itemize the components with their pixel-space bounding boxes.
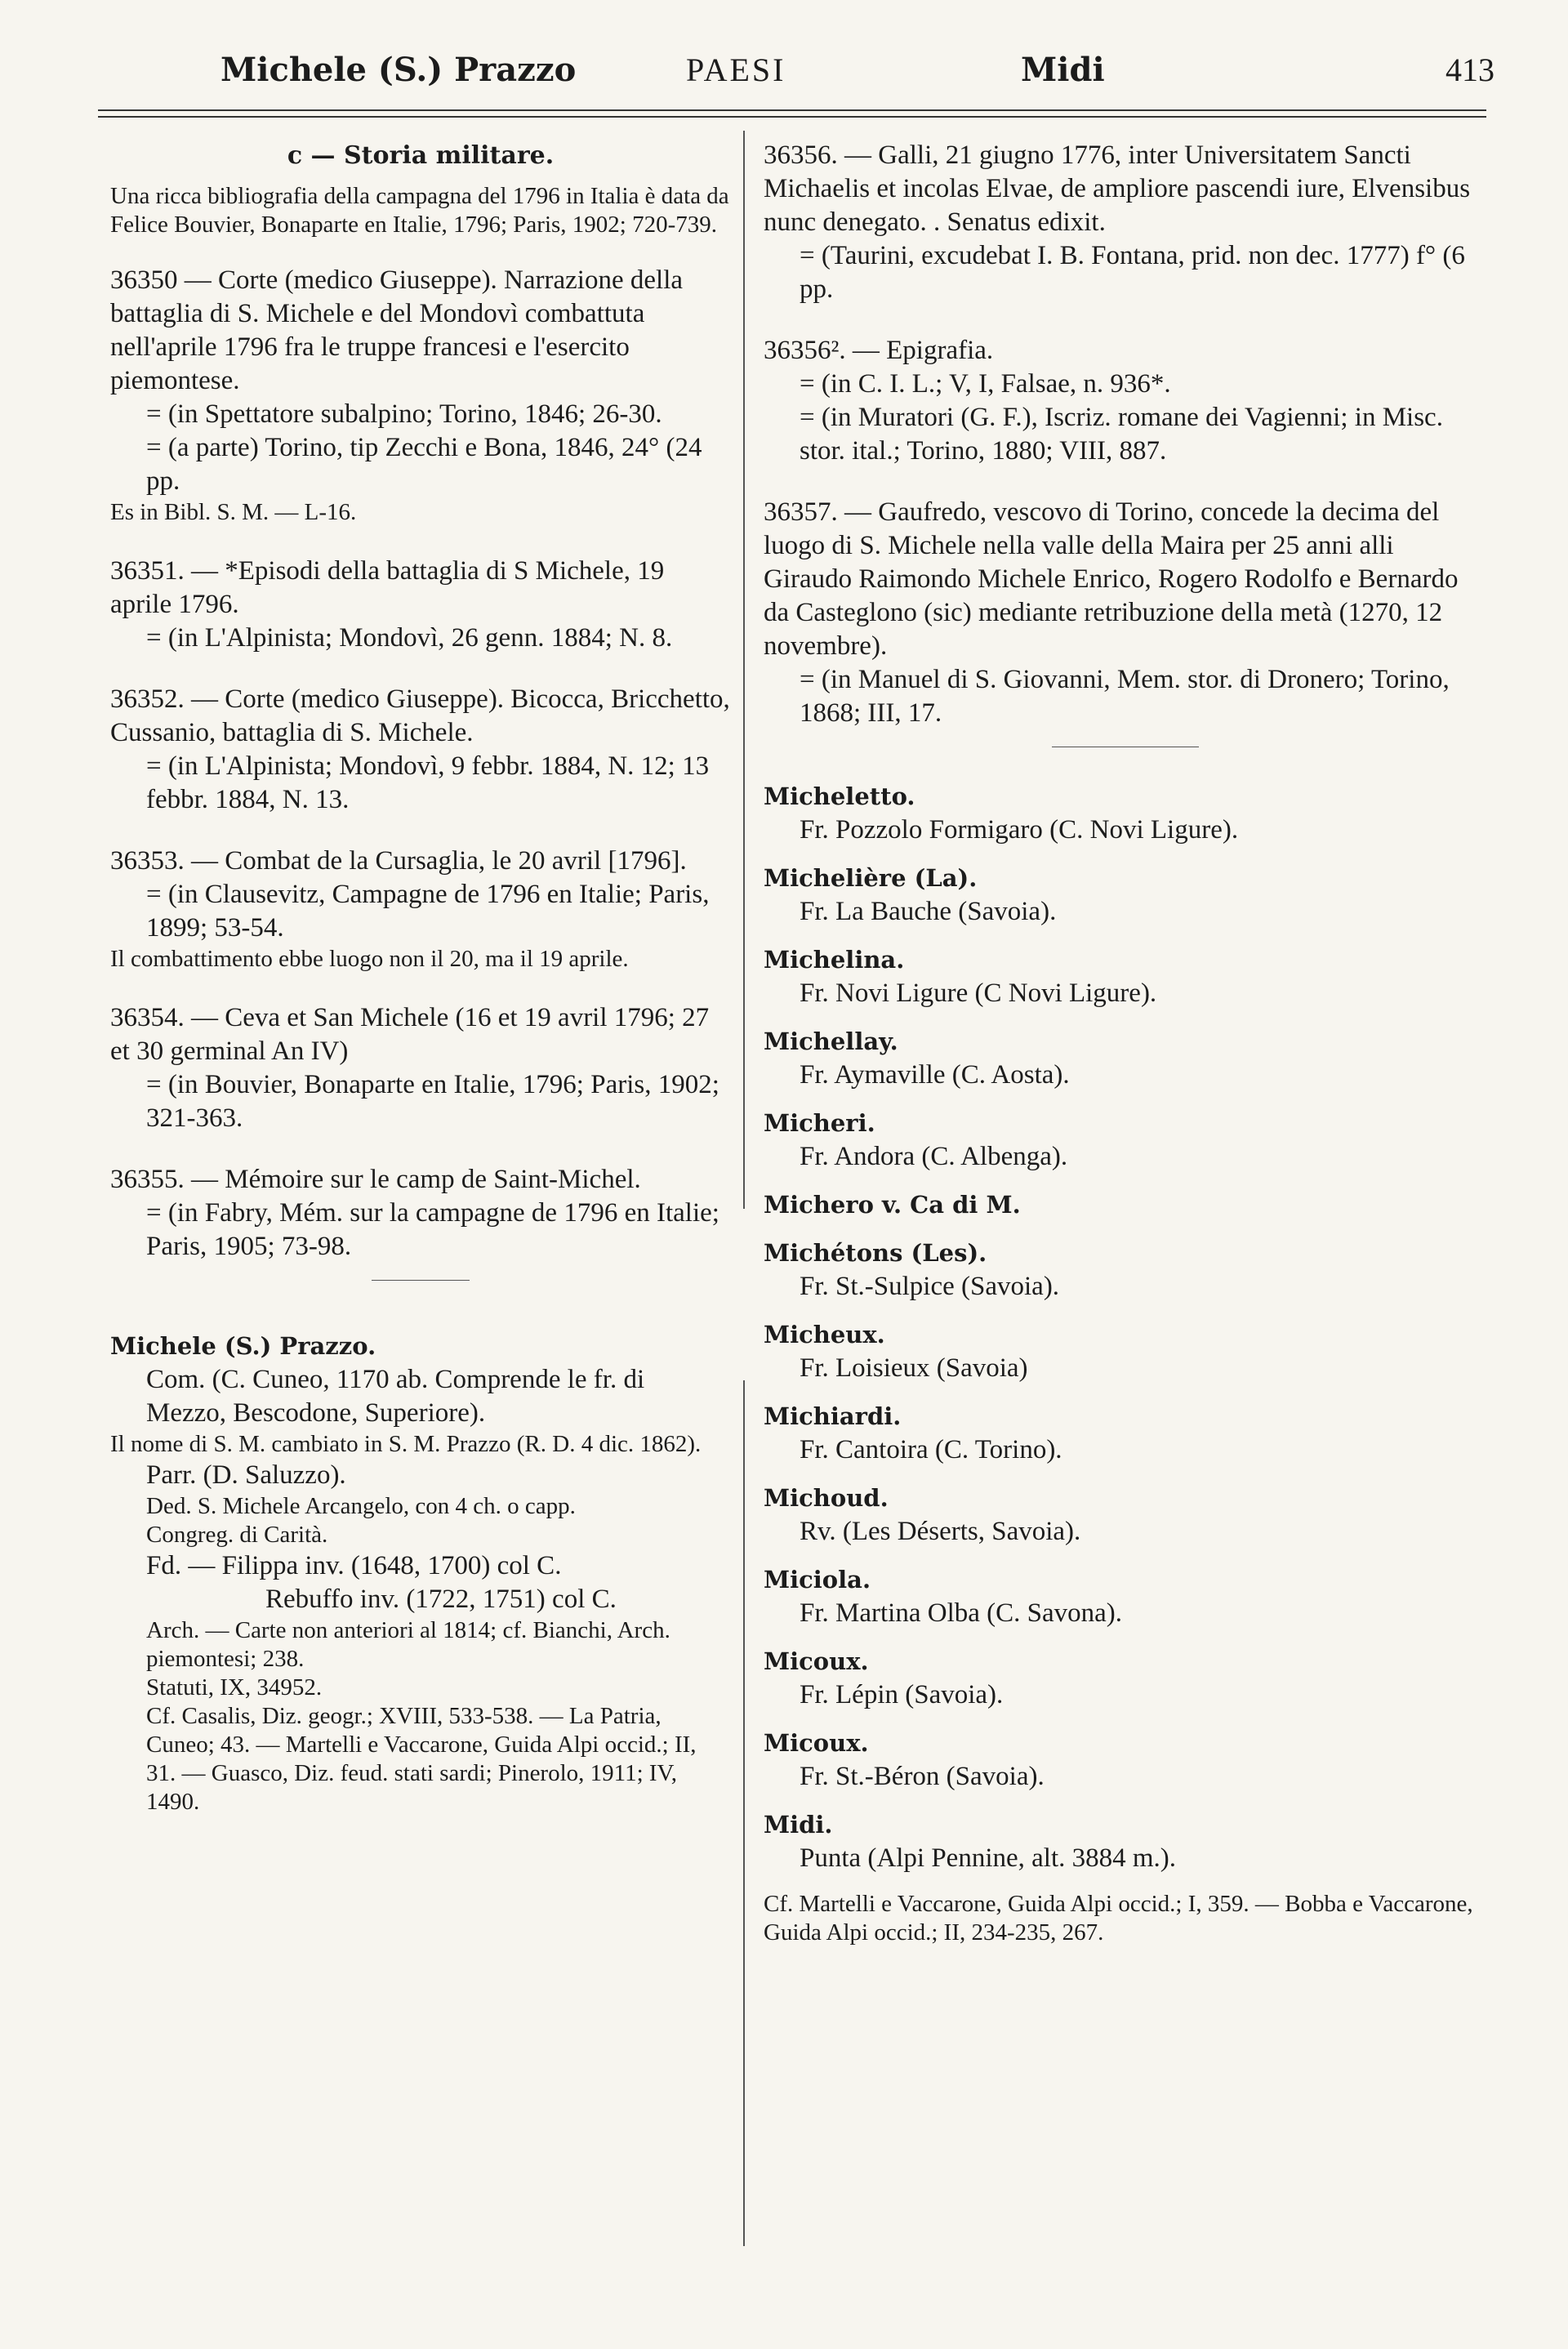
- place-item: [764, 1808, 1486, 1875]
- column-divider: [743, 131, 745, 1209]
- town-cf: Cf. Casalis, Diz. geogr.; XVIII, 533-538. — La Patria, Cuneo; 43. — Martelli e Vaccarone, Guida Alpi occid.; II, 31. — Guasco, Diz. feud. stati sardi; Pinerolo, 1911; IV, 1490.: [146, 1703, 697, 1815]
- entry-line: = (a parte) Torino, tip Zecchi e Bona, 1846, 24° (24 pp.: [146, 433, 702, 496]
- entry-line: 36351. — *Episodi della battaglia di S Michele, 19 aprile 1796.: [110, 556, 665, 619]
- place-name: Miciola.: [764, 1566, 871, 1593]
- right-column: [764, 139, 1486, 1947]
- entry-36356-2: [764, 334, 1486, 468]
- town-fd: Fd. — Filippa inv. (1648, 1700) col C.: [146, 1551, 562, 1580]
- header-rule-double: [98, 116, 1486, 118]
- running-header: [98, 51, 1494, 100]
- header-left-title: Michele (S.) Prazzo: [220, 51, 577, 89]
- left-column: [110, 139, 731, 1816]
- place-item: [764, 943, 1486, 1010]
- place-description: Fr. Aymaville (C. Aosta).: [800, 1060, 1070, 1090]
- place-item: [764, 1188, 1486, 1222]
- place-name: Micoux.: [764, 1729, 869, 1757]
- town-ded: Ded. S. Michele Arcangelo, con 4 ch. o capp.: [146, 1493, 576, 1519]
- header-right-title: Midi: [1021, 51, 1105, 89]
- place-item: [764, 1563, 1486, 1630]
- place-item: [764, 1025, 1486, 1092]
- place-description: Fr. Martina Olba (C. Savona).: [800, 1598, 1123, 1628]
- place-name: Michero v. Ca di M.: [764, 1191, 1021, 1219]
- place-name: Michellay.: [764, 1027, 898, 1055]
- place-description: Fr. Pozzolo Formigaro (C. Novi Ligure).: [800, 815, 1239, 845]
- entry-line: 36356². — Epigrafia.: [764, 336, 994, 365]
- place-name: Micheri.: [764, 1109, 875, 1137]
- document-page: [98, 0, 1494, 2349]
- place-name: Midi.: [764, 1811, 833, 1839]
- place-item: [764, 862, 1486, 929]
- header-section: PAESI: [686, 51, 786, 88]
- place-description: Fr. Lépin (Savoia).: [800, 1680, 1004, 1709]
- entry-line: 36352. — Corte (medico Giuseppe). Bicocca, Bricchetto, Cussanio, battaglia di S. Michele.: [110, 684, 730, 747]
- entry-line: 36355. — Mémoire sur le camp de Saint-Michel.: [110, 1165, 641, 1194]
- section-separator: [372, 1280, 470, 1281]
- place-item: [764, 1107, 1486, 1174]
- place-item: [764, 780, 1486, 847]
- place-description: Fr. La Bauche (Savoia).: [800, 897, 1057, 926]
- place-description: Fr. Andora (C. Albenga).: [800, 1142, 1068, 1171]
- town-congreg: Congreg. di Carità.: [146, 1522, 328, 1548]
- final-note: Cf. Martelli e Vaccarone, Guida Alpi occid.; I, 359. — Bobba e Vaccarone, Guida Alpi occid.; II, 234-235, 267.: [764, 1891, 1473, 1946]
- place-name: Michelière (La).: [764, 864, 978, 892]
- place-name: Micoux.: [764, 1647, 869, 1675]
- town-fd-cont: Rebuffo inv. (1722, 1751) col C.: [265, 1585, 617, 1614]
- entry-line: 36350 — Corte (medico Giuseppe). Narrazione della battaglia di S. Michele e del Mondovì combattuta nell'aprile 1796 fra le truppe francesi e l'esercito piemontese.: [110, 265, 684, 395]
- place-item: [764, 1645, 1486, 1712]
- place-description: Rv. (Les Déserts, Savoia).: [800, 1517, 1081, 1546]
- entry-line: = (in Manuel di S. Giovanni, Mem. stor. di Dronero; Torino, 1868; III, 17.: [800, 665, 1450, 728]
- place-description: Fr. St.-Béron (Savoia).: [800, 1762, 1045, 1791]
- entry-line: 36357. — Gaufredo, vescovo di Torino, concede la decima del luogo di S. Michele nella valle della Maira per 25 anni alli Giraudo Raimondo Michele Enrico, Rogero Rodolfo e Bernardo da Casteglono (sic) mediante retribuzione della metà (1270, 12 novembre).: [764, 497, 1459, 661]
- place-item: [764, 1482, 1486, 1549]
- entry-line: = (Taurini, excudebat I. B. Fontana, prid. non dec. 1777) f° (6 pp.: [800, 241, 1465, 304]
- town-entry: [110, 1330, 731, 1816]
- town-parr: Parr. (D. Saluzzo).: [146, 1460, 346, 1490]
- place-name: Michoud.: [764, 1484, 889, 1512]
- entry-line: = (in C. I. L.; V, I, Falsae, n. 936*.: [800, 369, 1171, 399]
- entry-36350: [110, 264, 731, 527]
- entry-line: = (in Muratori (G. F.), Iscriz. romane dei Vagienni; in Misc. stor. ital.; Torino, 1880; VIII, 887.: [800, 403, 1443, 466]
- place-description: Fr. St.-Sulpice (Savoia).: [800, 1272, 1060, 1301]
- entry-36354: [110, 1001, 731, 1135]
- page-number: 413: [1446, 51, 1494, 88]
- section-intro: Una ricca bibliografia della campagna del 1796 in Italia è data da Felice Bouvier, Bonaparte en Italie, 1796; Paris, 1902; 720-739.: [110, 183, 729, 238]
- entry-line: = (in Clausevitz, Campagne de 1796 en Italie; Paris, 1899; 53-54.: [146, 880, 710, 943]
- section-title: c — Storia militare.: [287, 141, 555, 170]
- place-name: Michelina.: [764, 946, 905, 974]
- entry-36353: [110, 845, 731, 974]
- entry-note: Es in Bibl. S. M. — L-16.: [110, 499, 357, 525]
- entry-36357: [764, 496, 1486, 730]
- place-name: Michétons (Les).: [764, 1239, 987, 1267]
- entry-line: = (in L'Alpinista; Mondovì, 26 genn. 1884; N. 8.: [146, 623, 673, 653]
- town-name-note: Il nome di S. M. cambiato in S. M. Prazzo (R. D. 4 dic. 1862).: [110, 1431, 702, 1457]
- entry-36355: [110, 1163, 731, 1264]
- place-description: Fr. Cantoira (C. Torino).: [800, 1435, 1062, 1464]
- entry-line: = (in Spettatore subalpino; Torino, 1846; 26-30.: [146, 399, 662, 429]
- entry-line: 36354. — Ceva et San Michele (16 et 19 avril 1796; 27 et 30 germinal An IV): [110, 1003, 710, 1066]
- town-name: Michele (S.) Prazzo.: [110, 1332, 376, 1360]
- entry-note: Il combattimento ebbe luogo non il 20, ma il 19 aprile.: [110, 946, 629, 972]
- entry-line: 36356. — Galli, 21 giugno 1776, inter Universitatem Sancti Michaelis et incolas Elvae, de ampliore pascendi iure, Elvensibus nunc denegato. . Senatus edixit.: [764, 140, 1471, 237]
- place-name: Michiardi.: [764, 1402, 902, 1430]
- place-name: Micheletto.: [764, 782, 915, 810]
- place-item: [764, 1237, 1486, 1304]
- entry-36352: [110, 683, 731, 817]
- place-description: Punta (Alpi Pennine, alt. 3884 m.).: [800, 1843, 1177, 1873]
- place-item: [764, 1400, 1486, 1467]
- entry-line: = (in Fabry, Mém. sur la campagne de 1796 en Italie; Paris, 1905; 73-98.: [146, 1198, 719, 1261]
- place-list: [764, 780, 1486, 1875]
- town-com: Com. (C. Cuneo, 1170 ab. Comprende le fr. di Mezzo, Bescodone, Superiore).: [146, 1365, 645, 1428]
- place-description: Fr. Loisieux (Savoia): [800, 1353, 1028, 1383]
- town-statuti: Statuti, IX, 34952.: [146, 1674, 323, 1700]
- entry-line: 36353. — Combat de la Cursaglia, le 20 avril [1796].: [110, 846, 687, 876]
- entry-36356: [764, 139, 1486, 306]
- column-divider-lower: [743, 1380, 745, 2246]
- place-description: Fr. Novi Ligure (C Novi Ligure).: [800, 978, 1157, 1008]
- entry-36351: [110, 555, 731, 655]
- town-arch: Arch. — Carte non anteriori al 1814; cf. Bianchi, Arch. piemontesi; 238.: [146, 1617, 670, 1672]
- place-name: Micheux.: [764, 1321, 885, 1348]
- place-item: [764, 1727, 1486, 1794]
- header-rule: [98, 109, 1486, 111]
- entry-line: = (in L'Alpinista; Mondovì, 9 febbr. 1884, N. 12; 13 febbr. 1884, N. 13.: [146, 751, 710, 814]
- entry-line: = (in Bouvier, Bonaparte en Italie, 1796; Paris, 1902; 321-363.: [146, 1070, 719, 1133]
- place-item: [764, 1318, 1486, 1385]
